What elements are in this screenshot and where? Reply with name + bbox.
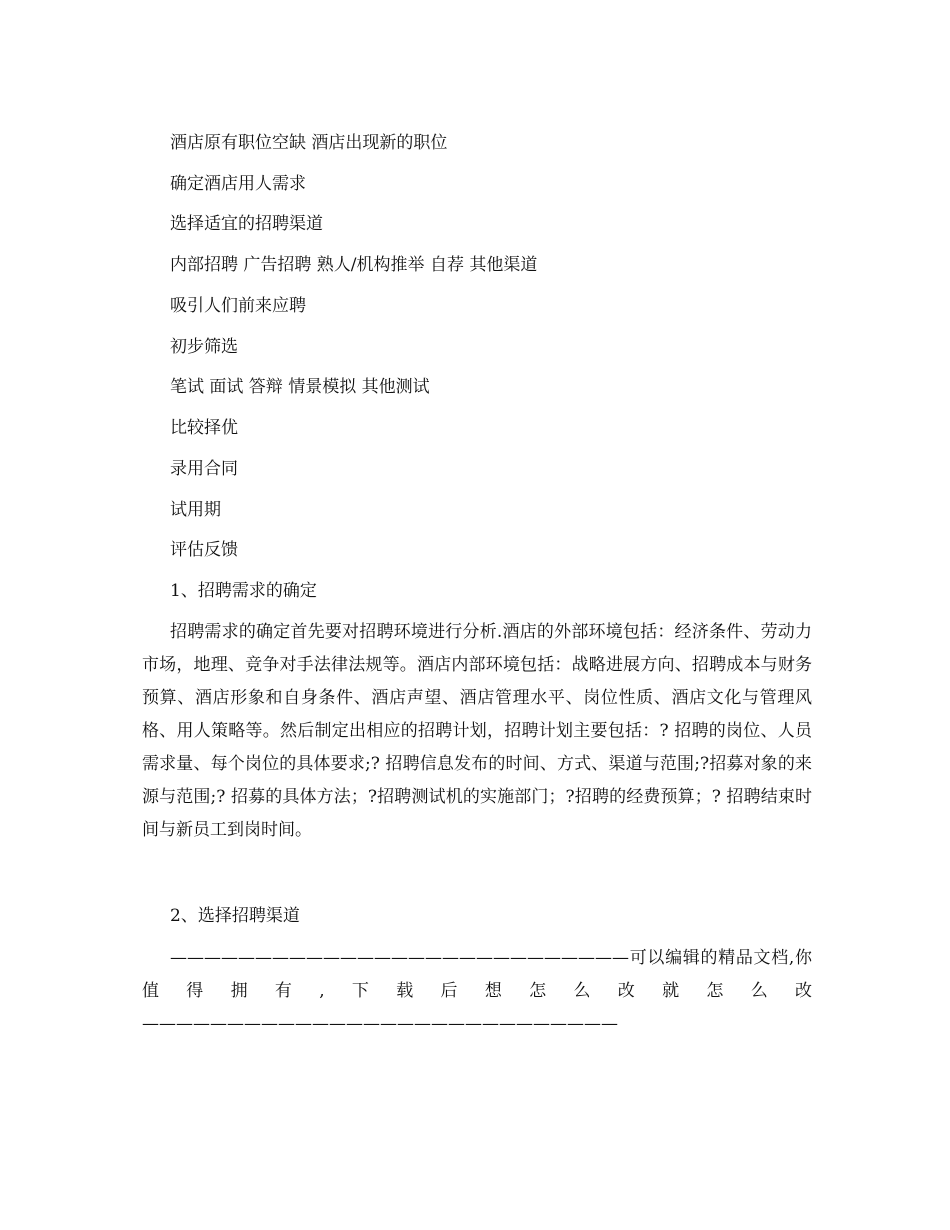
flow-step-8: 比较择优 bbox=[170, 418, 238, 438]
section-2-heading: 2、选择招聘渠道 bbox=[170, 906, 300, 926]
section-1-paragraph: 招聘需求的确定首先要对招聘环境进行分析.酒店的外部环境包括：经济条件、劳动力市场，地理、竞争对手法律法规等。酒店内部环境包括：战略进展方向、招聘成本与财务预算、酒店形象和自身条件、酒店声望、酒店管理水平、岗位性质、酒店文化与管理风格、用人策略等。然后制定出相应的招聘计划，招聘计划主要包括：? 招聘的岗位、人员需求量、每个岗位的具体要求;? 招聘信息发布的时间、方式、渠道与范围;?招募对象的来源与范围;? 招募的具体方法；?招聘测试机的实施部门；?招聘的经费预算；? 招聘结束时间与新员工到岗时间。 bbox=[142, 622, 812, 840]
flow-step-2: 确定酒店用人需求 bbox=[170, 174, 306, 194]
footer-note: ———————————————————————————可以编辑的精品文档,你值得拥有,下载后想怎么改就怎么改———————————————————————————— bbox=[142, 948, 812, 1034]
flow-step-4: 内部招聘 广告招聘 熟人/机构推举 自荐 其他渠道 bbox=[170, 255, 538, 275]
section-1-heading: 1、招聘需求的确定 bbox=[170, 581, 317, 601]
flow-step-6: 初步筛选 bbox=[170, 337, 238, 357]
flow-step-7: 笔试 面试 答辩 情景模拟 其他测试 bbox=[170, 377, 430, 397]
flow-step-3: 选择适宜的招聘渠道 bbox=[170, 214, 323, 234]
flow-step-5: 吸引人们前来应聘 bbox=[170, 296, 306, 316]
flow-step-11: 评估反馈 bbox=[170, 540, 238, 560]
flow-step-1: 酒店原有职位空缺 酒店出现新的职位 bbox=[170, 133, 448, 153]
flow-step-10: 试用期 bbox=[170, 500, 221, 520]
flow-step-9: 录用合同 bbox=[170, 459, 238, 479]
